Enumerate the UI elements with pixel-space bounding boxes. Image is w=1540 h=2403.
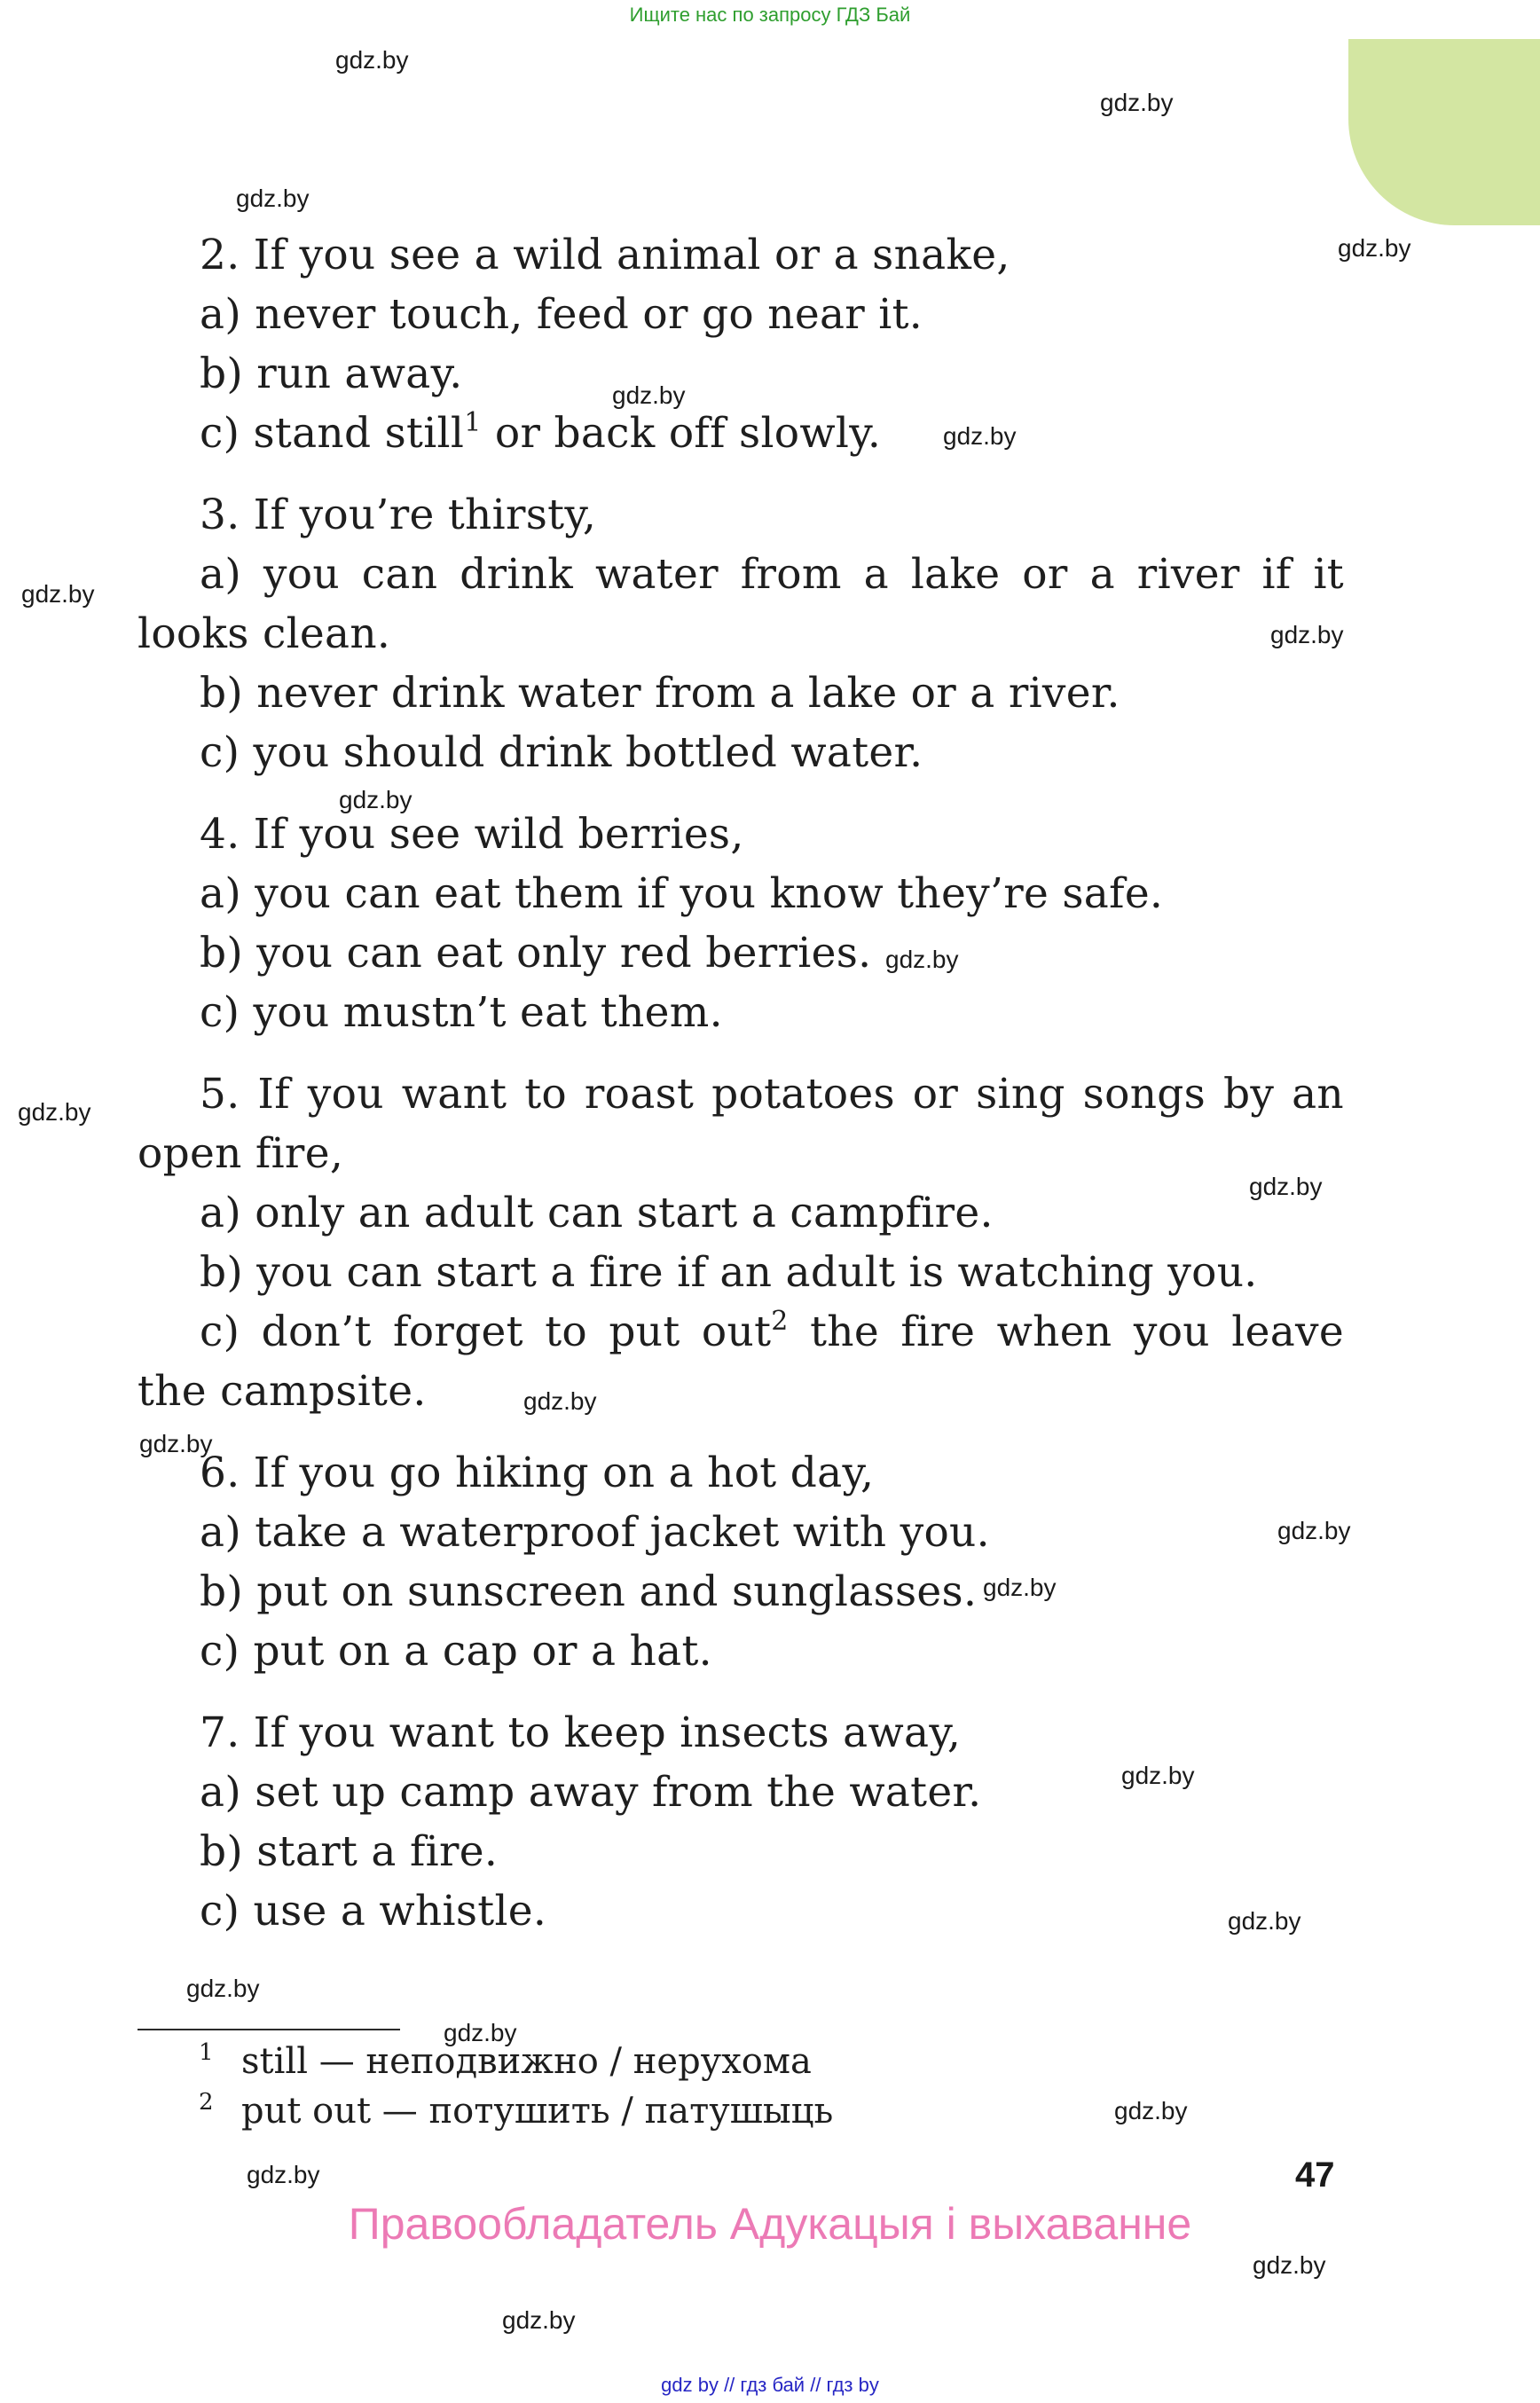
watermark: gdz.by <box>1228 1907 1301 1935</box>
answer-option: c) you mustn’t eat them. <box>200 988 723 1037</box>
answer-option: c) put on a cap or a hat. <box>200 1627 712 1676</box>
answer-text: c) don’t forget to put out <box>200 1308 772 1356</box>
watermark: gdz.by <box>1270 621 1344 648</box>
question-text: 7. If you want to keep insects away, <box>200 1708 962 1757</box>
watermark: gdz.by <box>139 1430 213 1457</box>
bottom-links[interactable]: gdz by // гдз бай // гдз by <box>661 2374 879 2396</box>
top-banner[interactable]: Ищите нас по запросу ГДЗ Бай <box>629 4 911 26</box>
answer-option: a) take a waterproof jacket with you. <box>200 1508 990 1557</box>
footnote-number: 1 <box>199 2039 214 2066</box>
answer-option: b) you can start a fire if an adult is watching you. <box>200 1248 1258 1297</box>
watermark: gdz.by <box>236 185 310 212</box>
copyright-notice: Правообладатель Адукацыя і выхаванне <box>348 2199 1192 2249</box>
question-text: 4. If you see wild berries, <box>200 810 744 859</box>
question-3 <box>138 485 1344 782</box>
answer-option: b) you can eat only red berries. <box>200 929 872 978</box>
watermark: gdz.by <box>247 2161 320 2188</box>
watermark: gdz.by <box>18 1098 91 1126</box>
watermark: gdz.by <box>523 1387 597 1415</box>
answer-option-cont: looks clean. <box>138 609 391 658</box>
footnote-number: 2 <box>199 2089 214 2116</box>
answer-option: b) put on sunscreen and sunglasses. <box>200 1567 978 1616</box>
question-text: 3. If you’re thirsty, <box>200 491 597 539</box>
footnote-divider <box>138 2029 400 2030</box>
question-7 <box>138 1703 1344 1941</box>
footnote <box>195 2037 833 2086</box>
watermark: gdz.by <box>1338 234 1411 262</box>
question-text: 6. If you go hiking on a hot day, <box>200 1449 875 1497</box>
answer-option: b) never drink water from a lake or a river. <box>200 669 1120 718</box>
answer-option: c) you should drink bottled water. <box>200 728 923 777</box>
answer-option <box>138 1302 1344 1362</box>
footnote-ref: 2 <box>771 1306 789 1337</box>
question-text: 5. If you want to roast potatoes or sing songs by an <box>200 1070 1344 1119</box>
answer-option: a) only an adult can start a campfire. <box>200 1189 994 1237</box>
corner-tab <box>1348 39 1540 225</box>
watermark: gdz.by <box>1249 1173 1323 1200</box>
watermark: gdz.by <box>983 1574 1057 1601</box>
question-6 <box>138 1443 1344 1681</box>
quiz-content <box>138 225 1344 1963</box>
watermark: gdz.by <box>21 580 95 608</box>
question-5 <box>138 1064 1344 1421</box>
watermark: gdz.by <box>1121 1762 1195 1789</box>
answer-option: a) never touch, feed or go near it. <box>200 290 923 339</box>
answer-text: the fire when you leave <box>788 1308 1344 1356</box>
watermark: gdz.by <box>444 2019 517 2046</box>
footnote <box>195 2086 833 2136</box>
answer-option: c) use a whistle. <box>200 1887 547 1936</box>
watermark: gdz.by <box>1277 1517 1351 1544</box>
question-text: 2. If you see a wild animal or a snake, <box>200 231 1010 279</box>
watermark: gdz.by <box>502 2306 576 2334</box>
watermark: gdz.by <box>186 1975 260 2002</box>
answer-option <box>138 404 1344 463</box>
footnote-text: still — неподвижно / нерухома <box>241 2041 812 2082</box>
answer-option: b) start a fire. <box>200 1827 499 1876</box>
watermark: gdz.by <box>943 422 1017 450</box>
page-number: 47 <box>1295 2156 1335 2195</box>
answer-text: or back off slowly. <box>481 409 882 458</box>
question-2 <box>138 225 1344 463</box>
watermark: gdz.by <box>1100 89 1174 116</box>
watermark: gdz.by <box>335 46 409 74</box>
answer-text: c) stand still <box>200 409 465 458</box>
question-text-cont: open fire, <box>138 1129 344 1178</box>
answer-option: a) set up camp away from the water. <box>200 1768 982 1817</box>
footnote-text: put out — потушить / патушыць <box>241 2091 834 2132</box>
answer-option: b) run away. <box>200 349 463 398</box>
watermark: gdz.by <box>339 786 412 813</box>
question-4 <box>138 805 1344 1042</box>
footnotes <box>195 2037 833 2136</box>
answer-option: a) you can drink water from a lake or a river if it <box>200 550 1344 599</box>
watermark: gdz.by <box>1253 2251 1326 2279</box>
watermark: gdz.by <box>612 381 686 409</box>
footnote-ref: 1 <box>464 407 482 438</box>
watermark: gdz.by <box>885 946 959 973</box>
answer-option: a) you can eat them if you know they’re safe. <box>200 869 1164 918</box>
answer-option-cont: the campsite. <box>138 1367 427 1416</box>
watermark: gdz.by <box>1114 2097 1188 2124</box>
